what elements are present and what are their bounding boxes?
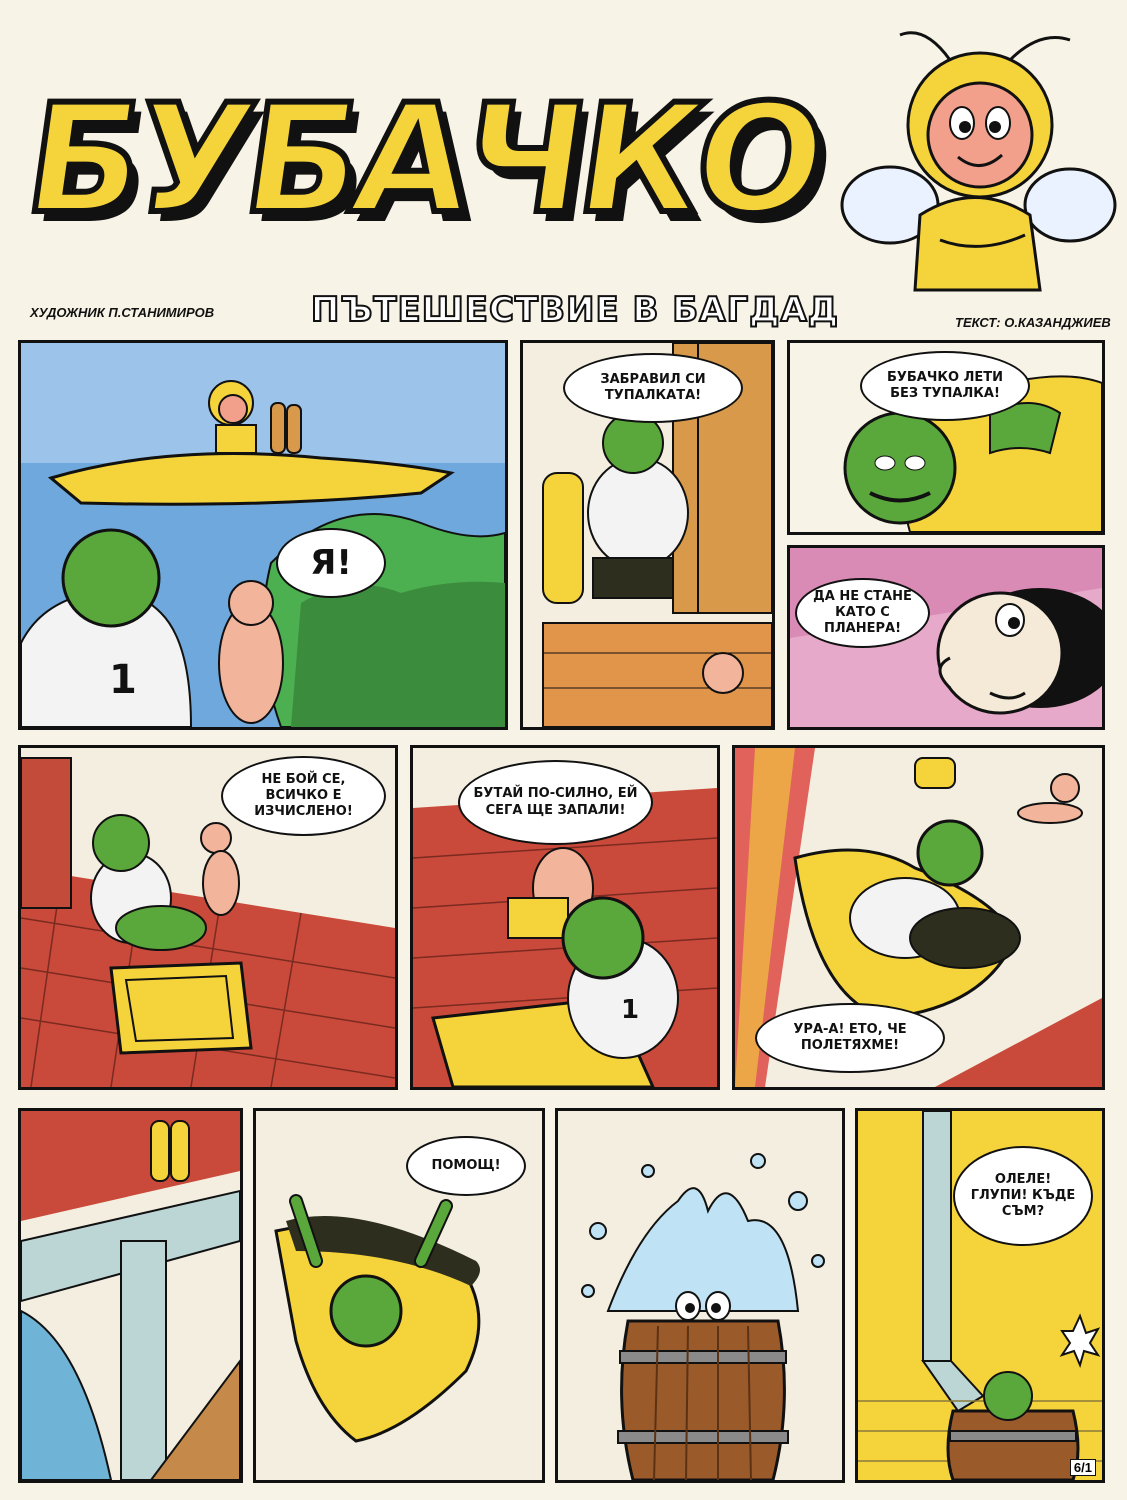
- bubachko-character-illustration: [830, 5, 1120, 295]
- artist-credit: ХУДОЖНИК П.СТАНИМИРОВ: [30, 305, 215, 320]
- story-subtitle: ПЪТЕШЕСТВИЕ В БАГДАД: [310, 290, 840, 330]
- comic-title-logo: [15, 40, 831, 280]
- panel-9-bubble-1: ПОМОЩ!: [406, 1136, 526, 1196]
- panel-11-bubble-1: ОЛЕЛЕ! ГЛУПИ! КЪДЕ СЪМ?: [953, 1146, 1093, 1246]
- panel-6: [410, 745, 720, 1090]
- panel-3-bubble-1: БУБАЧКО ЛЕТИ БЕЗ ТУПАЛКА!: [860, 351, 1030, 421]
- panel-11: [855, 1108, 1105, 1483]
- page-number: 6/1: [1070, 1459, 1096, 1476]
- svg-text:1: 1: [621, 995, 640, 1025]
- panel-4: [787, 545, 1105, 730]
- panel-10-art: [558, 1111, 842, 1480]
- panel-8: [18, 1108, 243, 1483]
- panel-2: [520, 340, 775, 730]
- panel-8-art: [21, 1111, 240, 1480]
- comic-title: БУБАЧКО: [15, 73, 831, 247]
- text-credit: ТЕКСТ: О.КАЗАНДЖИЕВ: [955, 315, 1111, 330]
- panel-7: [732, 745, 1105, 1090]
- panel-6-bubble-1: БУТАЙ ПО-СИЛНО, ЕЙ СЕГА ЩЕ ЗАПАЛИ!: [458, 760, 653, 845]
- panel-2-bubble-1: ЗАБРАВИЛ СИ ТУПАЛКАТА!: [563, 353, 743, 423]
- panel-1-bubble-1: Я!: [276, 528, 386, 598]
- panel-7-bubble-1: УРА-А! ЕТО, ЧЕ ПОЛЕТЯХМЕ!: [755, 1003, 945, 1073]
- panel-9: [253, 1108, 545, 1483]
- panel-4-bubble-1: ДА НЕ СТАНЕ КАТО С ПЛАНЕРА!: [795, 578, 930, 648]
- panel-5-bubble-1: НЕ БОЙ СЕ, ВСИЧКО Е ИЗЧИСЛЕНО!: [221, 756, 386, 836]
- header: [0, 0, 1127, 330]
- panel-3: [787, 340, 1105, 535]
- panel-1-art: [21, 343, 505, 727]
- panel-10: [555, 1108, 845, 1483]
- panel-5: [18, 745, 398, 1090]
- svg-text:1: 1: [109, 657, 137, 703]
- panel-1: [18, 340, 508, 730]
